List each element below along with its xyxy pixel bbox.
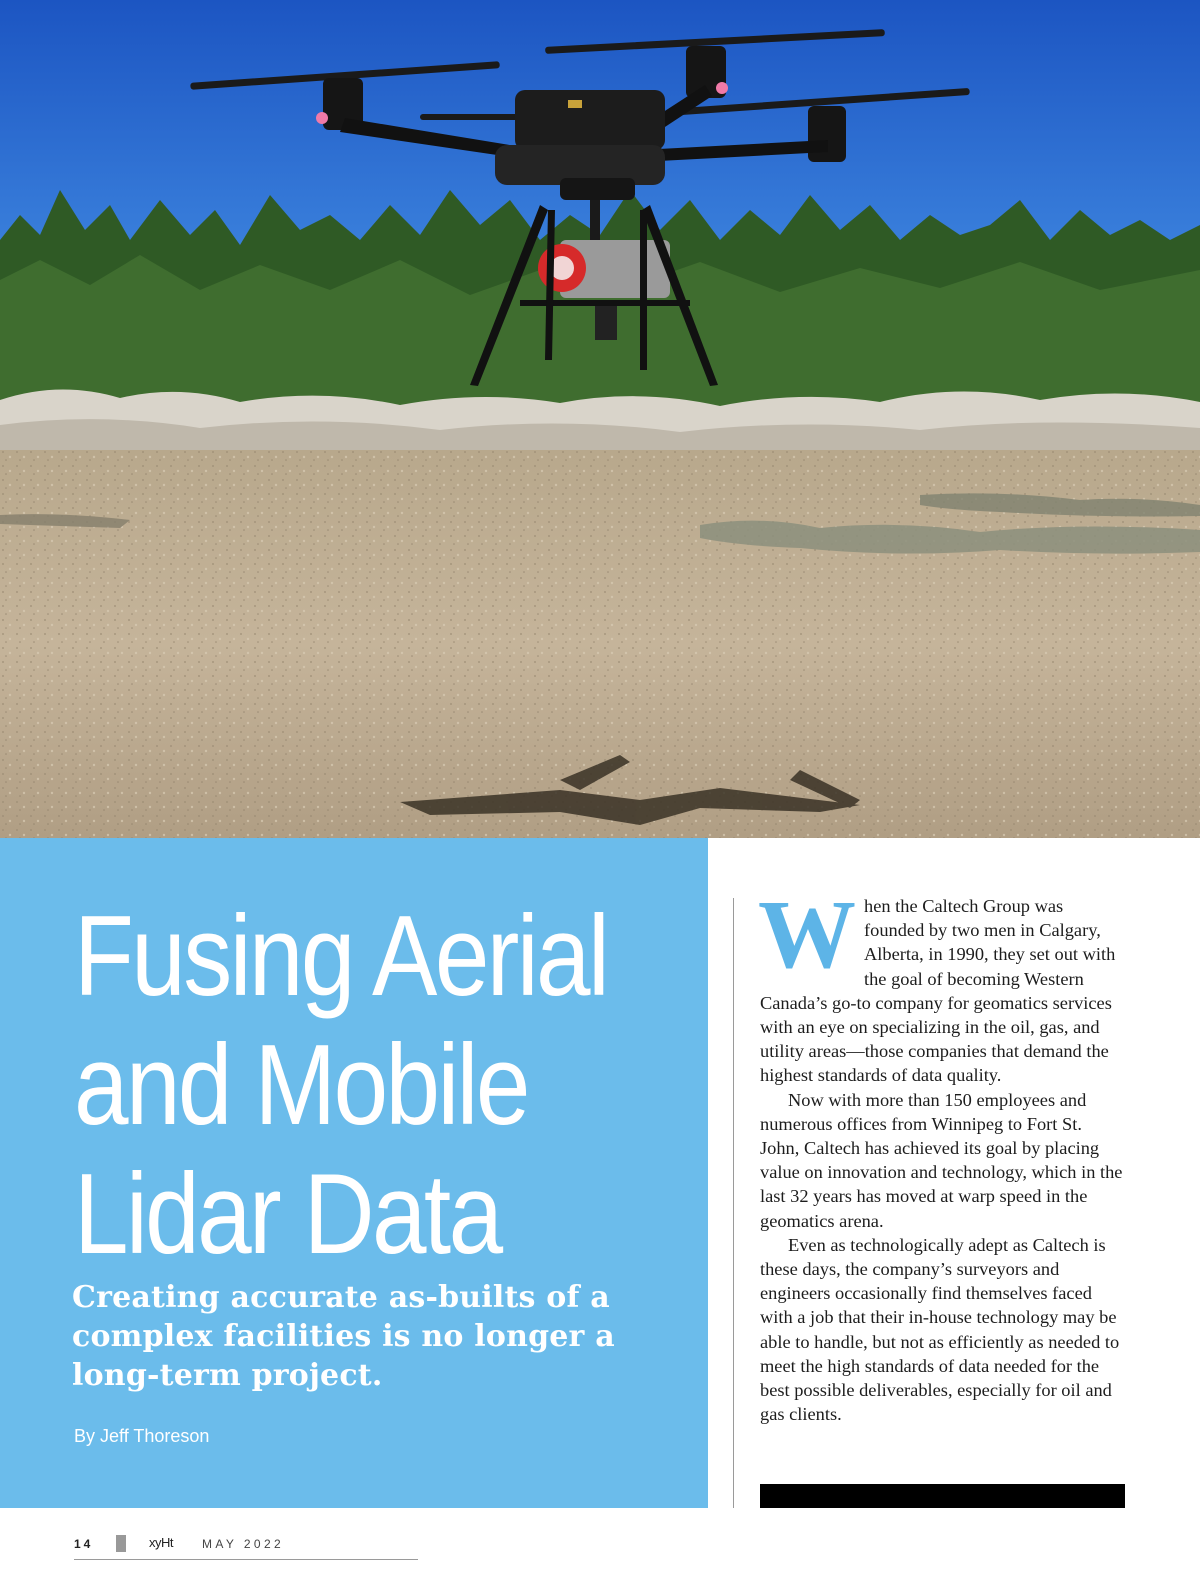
paragraph-1 bbox=[758, 881, 1124, 1088]
drop-cap: W bbox=[758, 881, 856, 989]
column-divider bbox=[733, 898, 734, 1508]
paragraph-3: Even as technologically adept as Caltech is these days, the company’s surveyors and engineers occasionally find themselves faced with a job that their in-house technology may be able to handle, but not as efficiently as needed to meet the high standards of data needed for the best possible deliverables, especially for oil and gas clients. bbox=[760, 1234, 1120, 1425]
article-deck: Creating accurate as-builts of a complex facilities is no longer a long-term project. bbox=[72, 1280, 615, 1393]
footer-separator-block bbox=[116, 1535, 126, 1552]
paragraph-2: Now with more than 150 employees and numerous offices from Winnipeg to Fort St. John, Caltech has achieved its goal by placing value on innovation and technology, which in the last 32 years has moved at warp speed in the geomatics arena. bbox=[760, 1089, 1123, 1231]
article-byline: By Jeff Thoreson bbox=[74, 1426, 210, 1446]
paragraph-1-text: hen the Caltech Group was founded by two men in Calgary, Alberta, in 1990, they set out with the goal of becoming Western Canada’s go-to company for geomatics services with an eye on specializing in the oil, gas, and utility areas—those companies that demand the highest standards of data quality. bbox=[760, 896, 1116, 1086]
article-body bbox=[758, 881, 1124, 1426]
article-headline: Fusing Aerial and Mobile Lidar Data bbox=[74, 893, 608, 1278]
page-number: 14 bbox=[74, 1537, 94, 1551]
issue-date: MAY 2022 bbox=[202, 1537, 285, 1551]
column-end-bar bbox=[760, 1484, 1125, 1508]
magazine-name: xyHt bbox=[149, 1535, 173, 1550]
title-panel bbox=[0, 838, 708, 1508]
page-footer bbox=[74, 1535, 418, 1560]
